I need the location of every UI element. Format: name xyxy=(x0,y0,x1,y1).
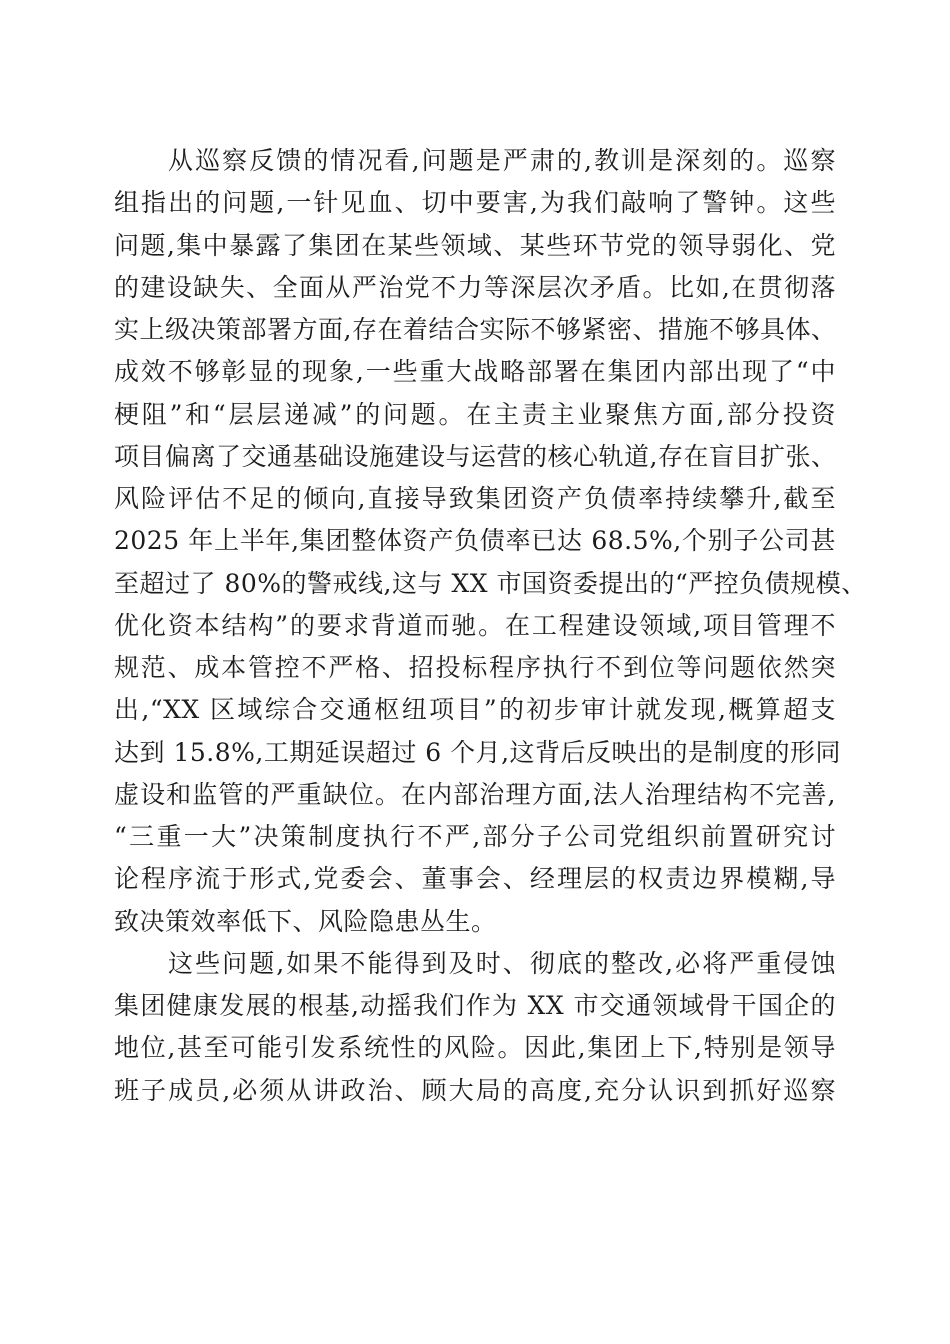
text-line: 这些问题,如果不能得到及时、彻底的整改,必将严重侵蚀 xyxy=(168,948,836,978)
text-line: 实上级决策部署方面,存在着结合实际不够紧密、措施不够具体、 xyxy=(114,315,837,344)
text-line: 致决策效率低下、风险隐患丛生。 xyxy=(114,906,497,936)
text-line: 成效不够彰显的现象,一些重大战略部署在集团内部出现了“中 xyxy=(114,357,836,387)
text-line: 集团健康发展的根基,动摇我们作为 XX 市交通领域骨干国企的 xyxy=(114,991,836,1020)
text-line: 至超过了 80%的警戒线,这与 XX 市国资委提出的“严控负债规模、 xyxy=(114,568,867,598)
text-line: 2025 年上半年,集团整体资产负债率已达 68.5%,个别子公司甚 xyxy=(114,526,836,556)
paragraph-1 xyxy=(114,140,867,943)
text-line: “三重一大”决策制度执行不严,部分子公司党组织前置研究讨 xyxy=(114,822,836,851)
paragraph-2 xyxy=(114,943,836,1112)
text-line: 组指出的问题,一针见血、切中要害,为我们敲响了警钟。这些 xyxy=(114,188,836,218)
text-line: 虚设和监管的严重缺位。在内部治理方面,法人治理结构不完善, xyxy=(114,779,836,809)
text-line: 班子成员,必须从讲政治、顾大局的高度,充分认识到抓好巡察 xyxy=(114,1075,836,1105)
text-line: 论程序流于形式,党委会、董事会、经理层的权责边界模糊,导 xyxy=(114,864,836,894)
text-line: 项目偏离了交通基础设施建设与运营的核心轨道,存在盲目扩张、 xyxy=(114,441,837,471)
text-line: 的建设缺失、全面从严治党不力等深层次矛盾。比如,在贯彻落 xyxy=(114,272,836,302)
text-line: 规范、成本管控不严格、招投标程序执行不到位等问题依然突 xyxy=(114,653,836,682)
text-line: 优化资本结构”的要求背道而驰。在工程建设领域,项目管理不 xyxy=(114,610,836,640)
text-line: 梗阻”和“层层递减”的问题。在主责主业聚焦方面,部分投资 xyxy=(114,399,836,429)
text-line: 地位,甚至可能引发系统性的风险。因此,集团上下,特别是领导 xyxy=(114,1033,836,1063)
text-line: 达到 15.8%,工期延误超过 6 个月,这背后反映出的是制度的形同 xyxy=(114,737,842,767)
text-line: 问题,集中暴露了集团在某些领域、某些环节党的领导弱化、党 xyxy=(114,230,836,260)
text-line: 出,“XX 区域综合交通枢纽项目”的初步审计就发现,概算超支 xyxy=(114,695,836,725)
text-line: 从巡察反馈的情况看,问题是严肃的,教训是深刻的。巡察 xyxy=(168,146,836,175)
body-text xyxy=(114,140,867,1112)
text-line: 风险评估不足的倾向,直接导致集团资产负债率持续攀升,截至 xyxy=(114,484,836,513)
